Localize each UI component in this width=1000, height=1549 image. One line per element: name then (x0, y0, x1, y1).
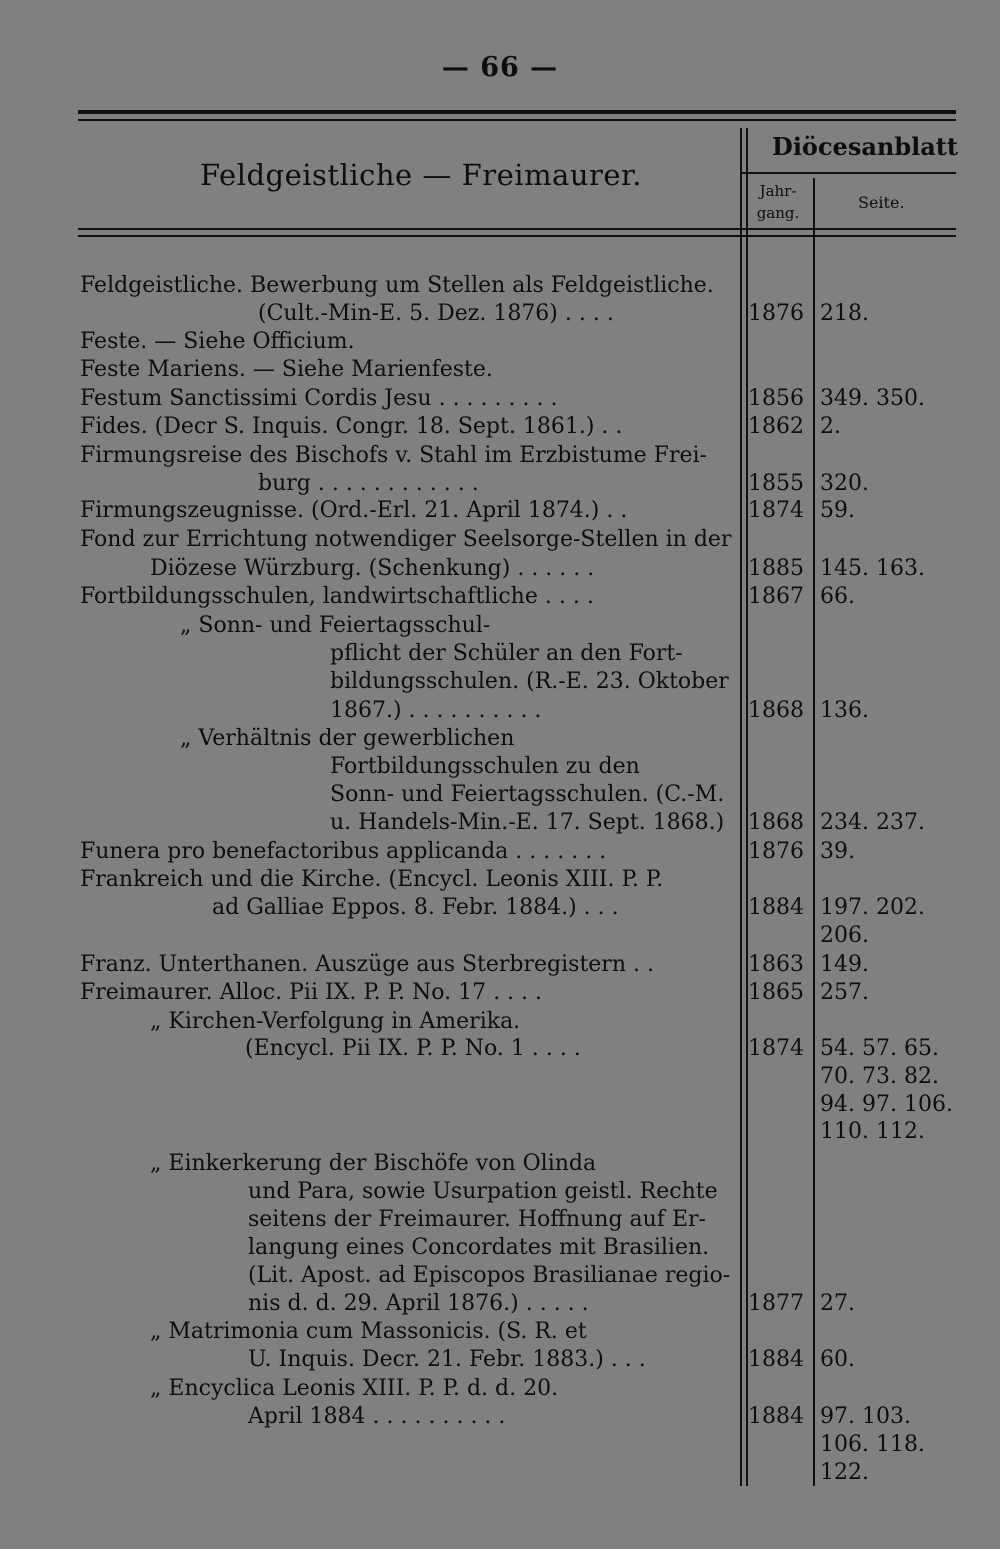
entry-pages: 54. 57. 65. (820, 1036, 939, 1061)
entry-line (0, 1178, 1000, 1206)
entry-line (0, 1118, 1000, 1146)
entry-line (0, 328, 1000, 356)
entry-pages: 122. (820, 1460, 869, 1485)
entry-line (0, 951, 1000, 979)
entry-line (0, 385, 1000, 413)
entry-year: 1867 (748, 584, 804, 609)
section-title: Feldgeistliche — Freimaurer. (200, 158, 642, 192)
entry-pages: 94. 97. 106. (820, 1092, 953, 1117)
entry-text: u. Handels-Min.-E. 17. Sept. 1868.) (330, 810, 725, 835)
entry-text: Firmungsreise des Bischofs v. Stahl im Erzbistume Frei- (80, 443, 707, 468)
entry-line (0, 1150, 1000, 1178)
entry-line (0, 497, 1000, 525)
entry-line (0, 300, 1000, 328)
entry-line (0, 1346, 1000, 1374)
entry-text: „ Sonn- und Feiertagsschul- (180, 613, 491, 638)
entry-text: 1867.) . . . . . . . . . . (330, 698, 542, 723)
entry-text: (Cult.-Min-E. 5. Dez. 1876) . . . . (258, 301, 614, 326)
entry-line (0, 1403, 1000, 1431)
entry-pages: 234. 237. (820, 810, 925, 835)
entry-year: 1876 (748, 839, 804, 864)
entry-pages: 2. (820, 414, 841, 439)
column-header-jahrgang: Jahr- gang. (756, 182, 800, 222)
entry-pages: 39. (820, 839, 855, 864)
entry-line (0, 413, 1000, 441)
entry-pages: 218. (820, 301, 869, 326)
entry-text: Feste. — Siehe Officium. (80, 329, 355, 354)
entry-line (0, 1008, 1000, 1036)
entry-line (0, 612, 1000, 640)
entry-line (0, 725, 1000, 753)
entry-year: 1874 (748, 498, 804, 523)
entry-text: Festum Sanctissimi Cordis Jesu . . . . . . . . . (80, 386, 558, 411)
entry-line (0, 866, 1000, 894)
entry-pages: 27. (820, 1291, 855, 1316)
entry-line (0, 1318, 1000, 1346)
entry-line (0, 442, 1000, 470)
entry-pages: 149. (820, 952, 869, 977)
column-header-dioecesanblatt: Diöcesanblatt (772, 132, 958, 161)
entry-year: 1876 (748, 301, 804, 326)
entry-pages: 206. (820, 923, 869, 948)
entry-line (0, 979, 1000, 1007)
entry-pages: 197. 202. (820, 895, 925, 920)
entry-line (0, 1035, 1000, 1063)
entry-text: ad Galliae Eppos. 8. Febr. 1884.) . . . (212, 895, 619, 920)
entry-line (0, 470, 1000, 498)
entry-pages: 136. (820, 698, 869, 723)
entry-text: U. Inquis. Decr. 21. Febr. 1883.) . . . (248, 1347, 646, 1372)
entry-text: Franz. Unterthanen. Auszüge aus Sterbregistern . . (80, 952, 654, 977)
entry-text: Fortbildungsschulen, landwirtschaftliche . . . . (80, 584, 594, 609)
entry-line (0, 1091, 1000, 1119)
entry-line (0, 922, 1000, 950)
entry-pages: 257. (820, 980, 869, 1005)
entry-line (0, 753, 1000, 781)
entry-pages: 70. 73. 82. (820, 1064, 939, 1089)
top-rule (78, 110, 956, 114)
entry-pages: 66. (820, 584, 855, 609)
entry-line (0, 809, 1000, 837)
entry-line (0, 1459, 1000, 1487)
column-header-seite: Seite. (858, 193, 905, 212)
entry-pages: 59. (820, 498, 855, 523)
entry-line (0, 697, 1000, 725)
entry-text: Feldgeistliche. Bewerbung um Stellen als Feldgeistliche. (80, 273, 714, 298)
entry-line (0, 526, 1000, 554)
entry-text: pflicht der Schüler an den Fort- (330, 641, 683, 666)
entry-line (0, 838, 1000, 866)
entry-line (0, 555, 1000, 583)
entry-text: „ Einkerkerung der Bischöfe von Olinda (150, 1151, 597, 1176)
entry-pages: 349. 350. (820, 386, 925, 411)
entry-text: „ Verhältnis der gewerblichen (180, 726, 515, 751)
entry-text: burg . . . . . . . . . . . . (258, 471, 479, 496)
entry-year: 1884 (748, 895, 804, 920)
header-rule (78, 228, 956, 230)
entry-text: Frankreich und die Kirche. (Encycl. Leonis XIII. P. P. (80, 867, 664, 892)
entry-text: „ Matrimonia cum Massonicis. (S. R. et (150, 1319, 587, 1344)
entry-line (0, 1234, 1000, 1262)
entry-text: Funera pro benefactoribus applicanda . . . . . . . (80, 839, 607, 864)
entry-year: 1868 (748, 698, 804, 723)
entry-year: 1863 (748, 952, 804, 977)
entry-year: 1885 (748, 556, 804, 581)
entry-year: 1855 (748, 471, 804, 496)
entry-line (0, 1431, 1000, 1459)
entry-year: 1856 (748, 386, 804, 411)
entry-text: Firmungszeugnisse. (Ord.-Erl. 21. April 1874.) . . (80, 498, 628, 523)
entry-text: Sonn- und Feiertagsschulen. (C.-M. (330, 782, 725, 807)
page-number: — 66 — (441, 52, 559, 83)
entry-line (0, 583, 1000, 611)
entry-line (0, 1063, 1000, 1091)
entry-line (0, 640, 1000, 668)
entry-pages: 106. 118. (820, 1432, 925, 1457)
entry-line (0, 781, 1000, 809)
entry-text: und Para, sowie Usurpation geistl. Rechte (248, 1179, 718, 1204)
entry-line (0, 1375, 1000, 1403)
entry-text: „ Kirchen-Verfolgung in Amerika. (150, 1009, 521, 1034)
entry-year: 1884 (748, 1404, 804, 1429)
header-separator (742, 172, 956, 174)
entry-pages: 60. (820, 1347, 855, 1372)
entry-pages: 97. 103. (820, 1404, 911, 1429)
entry-year: 1865 (748, 980, 804, 1005)
entry-text: langung eines Concordates mit Brasilien. (248, 1235, 710, 1260)
entry-line (0, 668, 1000, 696)
entry-text: Fides. (Decr S. Inquis. Congr. 18. Sept. 1861.) . . (80, 414, 623, 439)
entry-text: Fortbildungsschulen zu den (330, 754, 640, 779)
entry-year: 1877 (748, 1291, 804, 1316)
entry-text: (Encycl. Pii IX. P. P. No. 1 . . . . (245, 1036, 581, 1061)
entry-line (0, 1262, 1000, 1290)
entry-year: 1862 (748, 414, 804, 439)
top-rule-thin (78, 119, 956, 121)
entry-text: „ Encyclica Leonis XIII. P. P. d. d. 20. (150, 1376, 559, 1401)
entry-pages: 145. 163. (820, 556, 925, 581)
entry-text: nis d. d. 29. April 1876.) . . . . . (248, 1291, 589, 1316)
entry-text: bildungsschulen. (R.-E. 23. Oktober (330, 669, 729, 694)
entry-pages: 320. (820, 471, 869, 496)
entry-line (0, 1206, 1000, 1234)
header-rule-thin (78, 235, 956, 237)
entry-line (0, 272, 1000, 300)
entry-text: Diözese Würzburg. (Schenkung) . . . . . . (150, 556, 595, 581)
entry-line (0, 1290, 1000, 1318)
entry-year: 1874 (748, 1036, 804, 1061)
entry-year: 1884 (748, 1347, 804, 1372)
entry-text: Freimaurer. Alloc. Pii IX. P. P. No. 17 . . . . (80, 980, 543, 1005)
entry-text: Fond zur Errichtung notwendiger Seelsorge-Stellen in der (80, 527, 732, 552)
entry-line (0, 894, 1000, 922)
entry-text: April 1884 . . . . . . . . . . (248, 1404, 506, 1429)
entry-text: Feste Mariens. — Siehe Marienfeste. (80, 357, 493, 382)
entry-year: 1868 (748, 810, 804, 835)
entry-line (0, 356, 1000, 384)
entry-text: (Lit. Apost. ad Episcopos Brasilianae regio- (248, 1263, 731, 1288)
entry-pages: 110. 112. (820, 1119, 925, 1144)
entry-text: seitens der Freimaurer. Hoffnung auf Er- (248, 1207, 706, 1232)
